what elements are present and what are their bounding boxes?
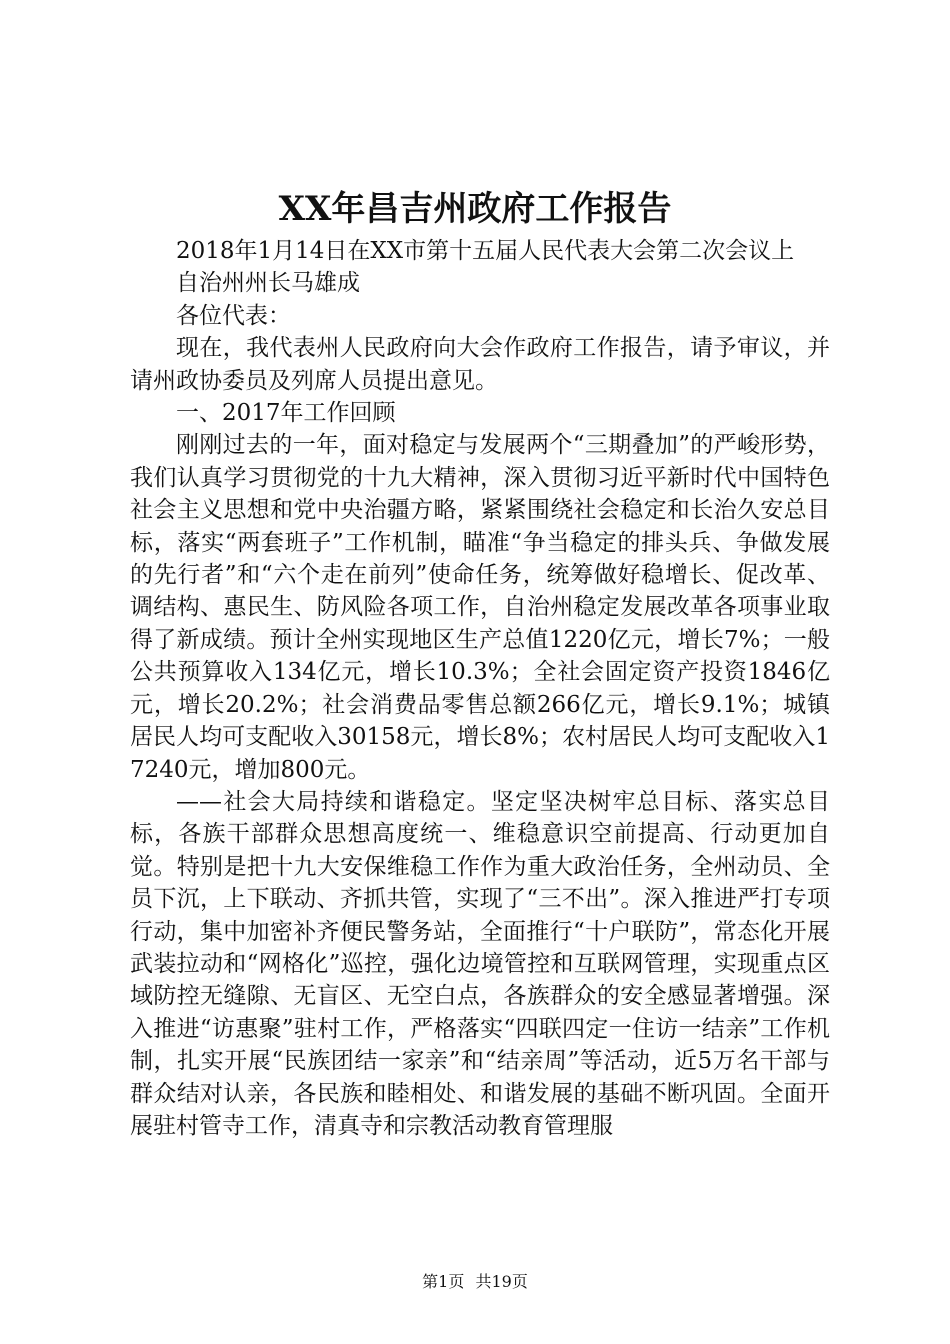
paragraph-stability: ——社会大局持续和谐稳定。坚定坚决树牢总目标、落实总目标，各族干部群众思想高度统一、维稳意识空前提高、行动更加自觉。特别是把十九大安保维稳工作作为重大政治任务，全州动员、全员下沉，上下联动、齐抓共管，实现了“三不出”。深入推进严打专项行动，集中加密补齐便民警务站，全面推行“十户联防”，常态化开展武装拉动和“网格化”巡控，强化边境管控和互联网管理，实现重点区域防控无缝隙、无盲区、无空白点，各族群众的安全感显著增强。深入推进“访惠聚”驻村工作，严格落实“四联四定一住访一结亲”工作机制，扎实开展“民族团结一家亲”和“结亲周”等活动，近5万名干部与群众结对认亲，各民族和睦相处、和谐发展的基础不断巩固。全面开展驻村管寺工作，清真寺和宗教活动教育管理服 — [130, 788, 830, 1139]
paragraph-intro: 现在，我代表州人民政府向大会作政府工作报告，请予审议，并请州政协委员及列席人员提出意见。 — [130, 335, 830, 394]
page-number: 第1页 — [422, 1272, 465, 1291]
paragraph-review: 刚刚过去的一年，面对稳定与发展两个“三期叠加”的严峻形势，我们认真学习贯彻党的十九大精神，深入贯彻习近平新时代中国特色社会主义思想和党中央治疆方略，紧紧围绕社会稳定和长治久安总目标，落实“两套班子”工作机制，瞄准“争当稳定的排头兵、争做发展的先行者”和“六个走在前列”使命任务，统筹做好稳增长、促改革、调结构、惠民生、防风险各项工作，自治州稳定发展改革各项事业取得了新成绩。预计全州实现地区生产总值1220亿元，增长7%；一般公共预算收入134亿元，增长10.3%；全社会固定资产投资1846亿元，增长20.2%；社会消费品零售总额266亿元，增长9.1%；城镇居民人均可支配收入30158元，增长8%；农村居民人均可支配收入17240元，增加800元。 — [130, 432, 830, 783]
document-body — [130, 235, 830, 1142]
paragraph-meeting: 2018年1月14日在XX市第十五届人民代表大会第二次会议上 — [176, 238, 795, 264]
document-title: XX年昌吉州政府工作报告 — [278, 189, 672, 229]
page-total: 共19页 — [475, 1272, 528, 1291]
paragraph-speaker: 自治州州长马雄成 — [176, 270, 360, 297]
page-footer — [0, 1272, 950, 1292]
paragraph-salutation: 各位代表： — [176, 302, 291, 329]
section-heading: 一、2017年工作回顾 — [176, 400, 396, 427]
